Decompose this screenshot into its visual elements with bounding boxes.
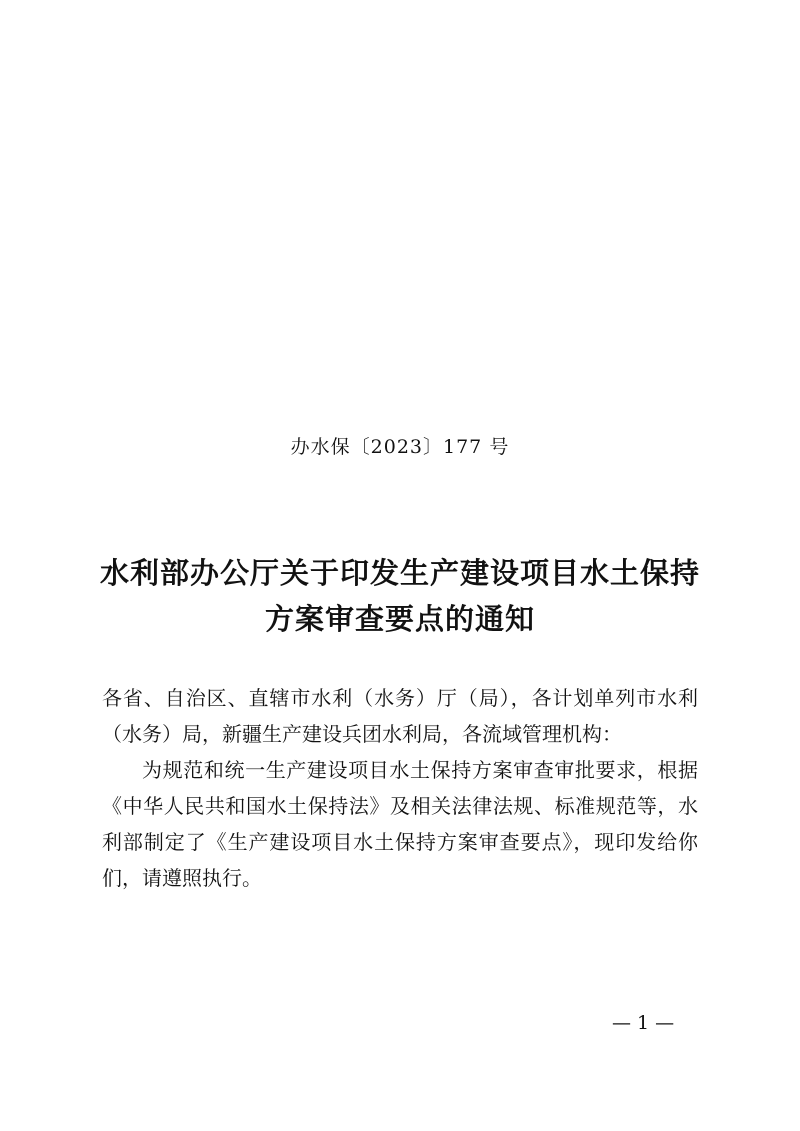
document-title [0,550,800,642]
document-number: 办水保〔2023〕177 号 [290,436,510,458]
addressees-paragraph: 各省、自治区、直辖市水利（水务）厅（局），各计划单列市水利（水务）局，新疆生产建设兵团水利局，各流域管理机构： [102,686,698,746]
document-body [102,680,698,896]
body-paragraph-1: 为规范和统一生产建设项目水土保持方案审查审批要求，根据《中华人民共和国水土保持法》及相关法律法规、标准规范等，水利部制定了《生产建设项目水土保持方案审查要点》，现印发给你们，请遵照执行。 [102,758,698,890]
page-number: — 1 — [612,1012,675,1034]
title-line-2: 方案审查要点的通知 [264,602,535,636]
title-line-1: 水利部办公厅关于印发生产建设项目水土保持 [99,556,700,590]
